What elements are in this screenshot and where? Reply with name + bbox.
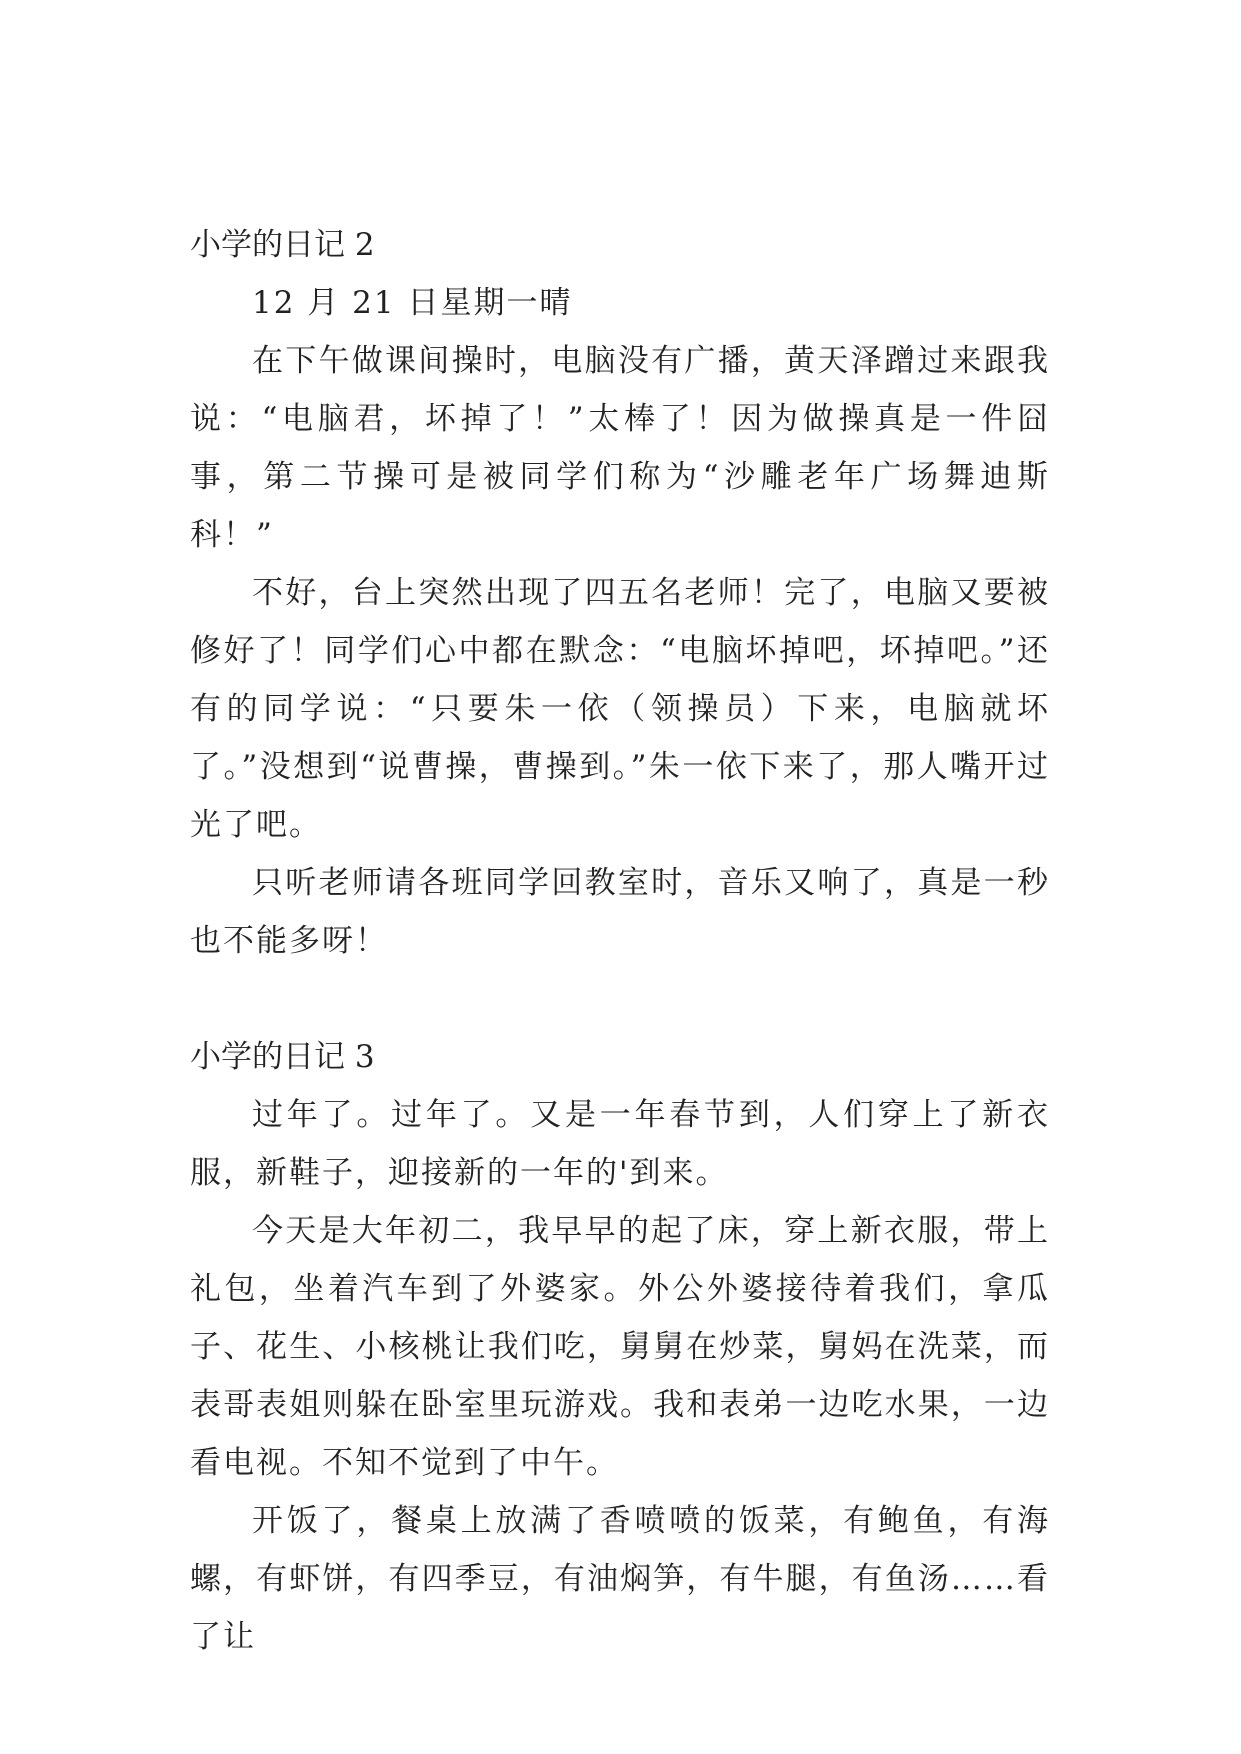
paragraph: 开饭了，餐桌上放满了香喷喷的饭菜，有鲍鱼，有海螺，有虾饼，有四季豆，有油焖笋，有牛腿，有鱼汤……看了让 (190, 1503, 1050, 1655)
diary-entry-2 (190, 216, 1050, 970)
paragraph: 在下午做课间操时，电脑没有广播，黄天泽蹭过来跟我说：“电脑君，坏掉了！”太棒了！因为做操真是一件囧事，第二节操可是被同学们称为“沙雕老年广场舞迪斯科！” (190, 343, 1050, 553)
paragraph: 过年了。过年了。又是一年春节到，人们穿上了新衣服，新鞋子，迎接新的一年的'到来。 (190, 1097, 1050, 1191)
paragraph: 今天是大年初二，我早早的起了床，穿上新衣服，带上礼包，坐着汽车到了外婆家。外公外婆接待着我们，拿瓜子、花生、小核桃让我们吃，舅舅在炒菜，舅妈在洗菜，而表哥表姐则躲在卧室里玩游戏。我和表弟一边吃水果，一边看电视。不知不觉到了中午。 (190, 1213, 1050, 1481)
section-title: 小学的日记 3 (190, 1039, 375, 1075)
paragraph: 不好，台上突然出现了四五名老师！完了，电脑又要被修好了！同学们心中都在默念：“电脑坏掉吧，坏掉吧。”还有的同学说：“只要朱一依（领操员）下来，电脑就坏了。”没想到“说曹操，曹操到。”朱一依下来了，那人嘴开过光了吧。 (190, 575, 1050, 843)
paragraph: 只听老师请各班同学回教室时，音乐又响了，真是一秒也不能多呀！ (190, 865, 1050, 959)
diary-entry-3 (190, 1028, 1050, 1666)
section-title: 小学的日记 2 (190, 227, 375, 263)
text-column (190, 216, 1050, 1666)
date-line: 12 月 21 日星期一晴 (252, 285, 573, 321)
